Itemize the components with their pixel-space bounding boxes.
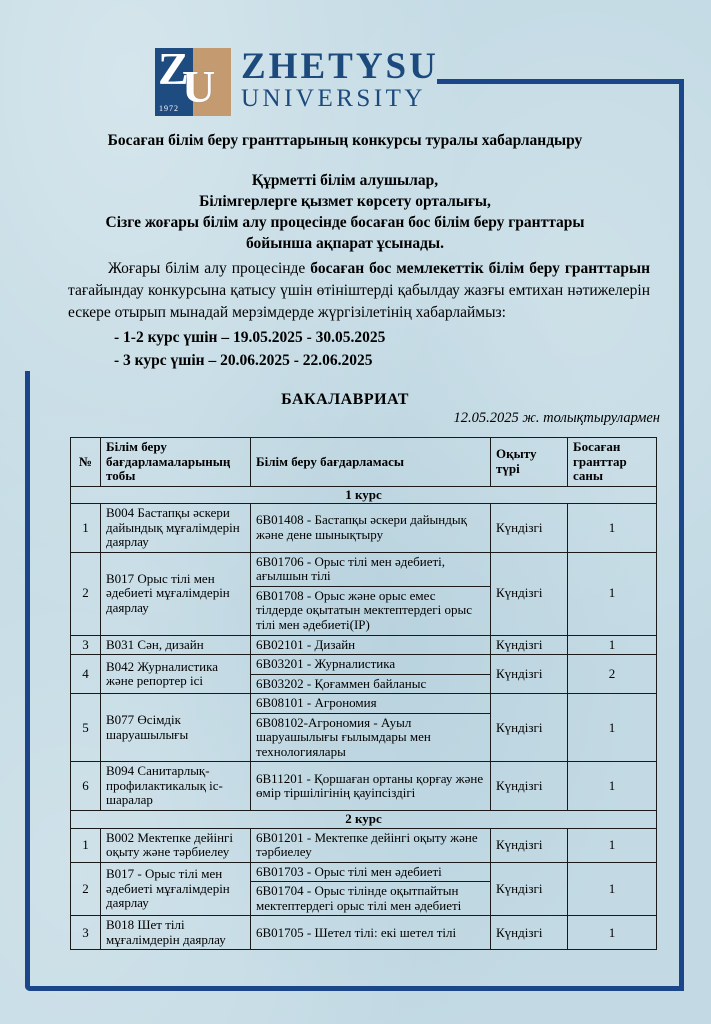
table-row xyxy=(71,655,657,675)
row-number-cell: 1 xyxy=(71,504,101,553)
deadline-line: - 1-2 курс үшін – 19.05.2025 - 30.05.2025 xyxy=(114,329,386,346)
study-mode-cell: Күндізгі xyxy=(491,916,568,950)
program-cell: 6В01704 - Орыс тілінде оқытпайтын мектептердегі орыс тілі мен әдебиеті xyxy=(251,882,491,916)
bachelor-section-title: БАКАЛАВРИАТ xyxy=(281,391,409,408)
course-section-row xyxy=(71,486,657,504)
table-row xyxy=(71,635,657,655)
program-cell: 6В08101 - Агрономия xyxy=(251,694,491,714)
study-mode-cell: Күндізгі xyxy=(491,635,568,655)
column-header: Оқыту түрі xyxy=(491,438,568,487)
intro-line: Білімгерлерге қызмет көрсету орталығы, xyxy=(199,193,491,210)
grant-count-cell: 1 xyxy=(568,552,657,635)
program-group-cell: B077 Өсімдік шаруашылығы xyxy=(101,694,251,762)
study-mode-cell: Күндізгі xyxy=(491,504,568,553)
intro-line: Құрметті білім алушылар, xyxy=(251,172,439,189)
grants-table-body xyxy=(71,486,657,950)
grant-count-cell: 1 xyxy=(568,762,657,811)
logo-year: 1972 xyxy=(159,104,179,113)
paragraph-bold: босаған бос мемлекеттік білім беру гранттарын xyxy=(310,260,650,277)
column-header: Білім беру бағдарламасы xyxy=(251,438,491,487)
program-cell: 6В02101 - Дизайн xyxy=(251,635,491,655)
logo-letter-z: Z xyxy=(158,43,189,94)
program-cell: 6В11201 - Қоршаған ортаны қорғау және өмір тіршілігінің қауіпсіздігі xyxy=(251,762,491,811)
table-row xyxy=(71,828,657,862)
frame-bottom-line xyxy=(25,986,684,991)
program-group-cell: B031 Сән, дизайн xyxy=(101,635,251,655)
logo-name-line2: UNIVERSITY xyxy=(241,85,426,112)
grant-count-cell: 1 xyxy=(568,635,657,655)
row-number-cell: 1 xyxy=(71,828,101,862)
table-row xyxy=(71,552,657,586)
grants-table-head xyxy=(71,438,657,487)
logo-letter-u: U xyxy=(182,61,216,112)
intro-line: Сізге жоғары білім алу процесінде босаған бос білім беру гранттары xyxy=(105,214,585,231)
frame-left-line xyxy=(25,371,30,991)
intro-block xyxy=(40,170,650,254)
university-logo xyxy=(155,43,439,116)
program-group-cell: B004 Бастапқы әскери дайындық мұғалімдерін даярлау xyxy=(101,504,251,553)
zu-logo-icon xyxy=(155,43,231,116)
study-mode-cell: Күндізгі xyxy=(491,552,568,635)
program-cell: 6В01201 - Мектепке дейінгі оқыту және тәрбиелеу xyxy=(251,828,491,862)
study-mode-cell: Күндізгі xyxy=(491,862,568,916)
study-mode-cell: Күндізгі xyxy=(491,694,568,762)
study-mode-cell: Күндізгі xyxy=(491,828,568,862)
amendment-date-note: 12.05.2025 ж. толықтырулармен xyxy=(453,410,660,426)
row-number-cell: 2 xyxy=(71,552,101,635)
program-group-cell: B042 Журналистика және репортер ісі xyxy=(101,655,251,694)
column-header: № xyxy=(71,438,101,487)
study-mode-cell: Күндізгі xyxy=(491,655,568,694)
body-paragraph xyxy=(68,258,650,372)
grant-count-cell: 1 xyxy=(568,828,657,862)
grant-count-cell: 1 xyxy=(568,916,657,950)
paragraph-text xyxy=(68,258,650,324)
table-row xyxy=(71,862,657,882)
paragraph-post: тағайындау конкурсына қатысу үшін өтініштерді қабылдау жазғы емтихан нәтижелерін ескере отырып мынадай мерзімдерде жүргізілетінің хабарлаймыз: xyxy=(68,282,650,321)
study-mode-cell: Күндізгі xyxy=(491,762,568,811)
grant-count-cell: 2 xyxy=(568,655,657,694)
row-number-cell: 2 xyxy=(71,862,101,916)
program-cell: 6В08102-Агрономия - Ауыл шаруашылығы ғылымдары мен технологиялары xyxy=(251,713,491,762)
grant-count-cell: 1 xyxy=(568,862,657,916)
column-header: Білім беру бағдарламаларының тобы xyxy=(101,438,251,487)
program-group-cell: B017 Орыс тілі мен әдебиеті мұғалімдерін даярлау xyxy=(101,552,251,635)
document-title: Босаған білім беру гранттарының конкурсы туралы хабарландыру xyxy=(107,132,583,149)
table-row xyxy=(71,694,657,714)
logo-wordmark xyxy=(241,48,439,111)
table-row xyxy=(71,504,657,553)
program-group-cell: B094 Санитарлық-профилактикалық іс-шаралар xyxy=(101,762,251,811)
grant-count-cell: 1 xyxy=(568,694,657,762)
column-header: Босаған гранттар саны xyxy=(568,438,657,487)
program-cell: 6В01708 - Орыс және орыс емес тілдерде оқытатын мектептердегі орыс тілі мен әдебиеті(IP) xyxy=(251,586,491,635)
row-number-cell: 3 xyxy=(71,916,101,950)
deadline-line: - 3 курс үшін – 20.06.2025 - 22.06.2025 xyxy=(114,352,373,369)
program-cell: 6В01705 - Шетел тілі: екі шетел тілі xyxy=(251,916,491,950)
row-number-cell: 5 xyxy=(71,694,101,762)
course-section-label: 1 курс xyxy=(71,486,657,504)
program-cell: 6В01706 - Орыс тілі мен әдебиеті, ағылшын тілі xyxy=(251,552,491,586)
intro-line: бойынша ақпарат ұсынады. xyxy=(245,235,445,252)
program-cell: 6В01703 - Орыс тілі мен әдебиеті xyxy=(251,862,491,882)
frame-right-line xyxy=(679,79,684,991)
frame-top-line xyxy=(437,79,684,84)
course-section-label: 2 курс xyxy=(71,811,657,829)
logo-name-line1: ZHETYSU xyxy=(241,46,439,87)
row-number-cell: 6 xyxy=(71,762,101,811)
paragraph-pre: Жоғары білім алу процесінде xyxy=(108,260,311,277)
table-row xyxy=(71,916,657,950)
program-group-cell: B017 - Орыс тілі мен әдебиеті мұғалімдерін даярлау xyxy=(101,862,251,916)
program-cell: 6В03202 - Қоғаммен байланыс xyxy=(251,674,491,694)
grants-table xyxy=(70,437,657,950)
program-group-cell: B018 Шет тілі мұғалімдерін даярлау xyxy=(101,916,251,950)
grant-count-cell: 1 xyxy=(568,504,657,553)
table-row xyxy=(71,762,657,811)
row-number-cell: 4 xyxy=(71,655,101,694)
program-cell: 6В01408 - Бастапқы әскери дайындық және дене шынықтыру xyxy=(251,504,491,553)
row-number-cell: 3 xyxy=(71,635,101,655)
program-group-cell: B002 Мектепке дейінгі оқыту және тәрбиелеу xyxy=(101,828,251,862)
program-cell: 6В03201 - Журналистика xyxy=(251,655,491,675)
course-section-row xyxy=(71,811,657,829)
deadline-list xyxy=(68,326,650,372)
